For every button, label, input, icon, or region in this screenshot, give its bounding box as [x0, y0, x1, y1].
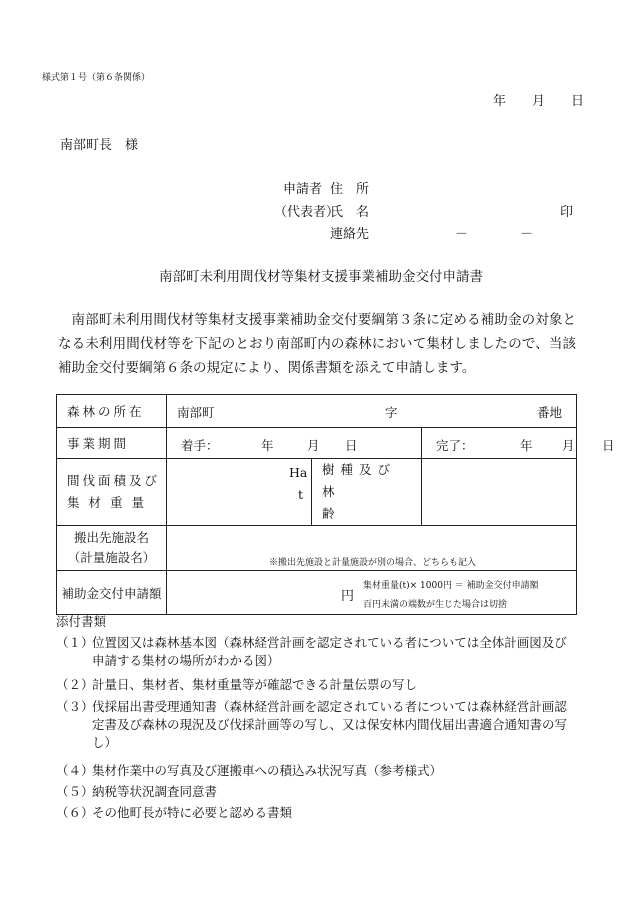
- forest-location-label: 森林の所在: [57, 395, 167, 428]
- contact-dash-1: －: [455, 227, 469, 242]
- forest-location-cell[interactable]: [167, 395, 577, 428]
- attachment-item-6: [56, 804, 576, 822]
- attachment-item-5: [56, 783, 576, 801]
- attachment-item-1: [56, 634, 576, 670]
- application-table: [56, 394, 615, 615]
- attachment-item-3: [56, 698, 576, 752]
- town-name: 南部町: [177, 405, 215, 420]
- seal-mark: 印: [560, 205, 574, 220]
- destination-label-line2: （計量施設名）: [67, 550, 156, 565]
- attachment-text: 集材作業中の写真及び運搬車への積込み状況写真（参考様式）: [92, 763, 443, 778]
- area-label-line2: 集材重量: [67, 495, 154, 510]
- unit-t: t: [298, 487, 304, 502]
- attachment-num: （２）: [56, 677, 94, 692]
- yen-label: 円: [341, 589, 355, 604]
- applicant-label: 申請者: [283, 182, 323, 197]
- species-label-line2: 林齢: [322, 484, 385, 521]
- area-label: [57, 459, 167, 526]
- row-destination: [57, 526, 577, 571]
- species-value-cell[interactable]: [422, 459, 577, 526]
- amount-formula: 集材重量(t)× 1000円 ＝ 補助金交付申請額: [363, 581, 539, 591]
- row-area: [57, 459, 577, 526]
- document-title: 南部町未利用間伐材等集材支援事業補助金交付申請書: [159, 269, 483, 285]
- row-forest-location: [57, 395, 577, 428]
- body-paragraph: 南部町未利用間伐材等集材支援事業補助金交付要綱第３条に定める補助金の対象となる未利用間伐材等を下記のとおり南部町内の森林において集材しましたので、当該補助金交付要綱第６条の規定により、関係書類を添えて申請します。: [58, 312, 576, 376]
- attachments-title: 添付書類: [56, 614, 107, 629]
- area-value-cell[interactable]: [167, 459, 312, 526]
- attachment-text: 計量日、集材者、集材重量等が確認できる計量伝票の写し: [92, 677, 418, 692]
- amount-rounding-note: 百円未満の端数が生じた場合は切捨: [363, 600, 508, 610]
- addressee: 南部町長 様: [60, 138, 139, 153]
- species-label-line1: 樹種及び: [322, 462, 397, 477]
- contact-dash-2: －: [520, 227, 534, 242]
- attachment-num: （１）: [56, 635, 94, 650]
- start-label: 着手：: [181, 438, 219, 453]
- attachment-item-2: [56, 676, 576, 694]
- end-month: 月: [562, 438, 575, 453]
- start-day: 日: [345, 438, 358, 453]
- attachment-num: （６）: [56, 805, 94, 820]
- form-number: 様式第１号（第６条関係）: [42, 73, 151, 83]
- amount-label: 補助金交付申請額: [57, 571, 167, 615]
- period-label: 事業期間: [57, 428, 167, 459]
- species-label: [312, 459, 422, 526]
- start-month: 月: [307, 438, 320, 453]
- row-amount: [57, 571, 577, 615]
- attachment-text: 納税等状況調査同意書: [92, 784, 218, 799]
- representative-label: （代表者）: [274, 205, 340, 220]
- attachment-text: その他町長が特に必要と認める書類: [92, 805, 293, 820]
- attachment-text: 位置図又は森林基本図（森林経営計画を認定されている者については全体計画図及び申請する集材の場所がわかる図）: [92, 635, 567, 668]
- area-label-line1: 間伐面積及び: [67, 473, 161, 488]
- destination-value-cell[interactable]: [167, 526, 577, 571]
- attachment-num: （４）: [56, 763, 94, 778]
- name-label: 氏 名: [330, 205, 370, 220]
- banchi-label: 番地: [537, 405, 563, 420]
- attachment-num: （３）: [56, 699, 94, 714]
- amount-value-cell[interactable]: [167, 571, 577, 615]
- start-year: 年: [261, 438, 274, 453]
- contact-label: 連絡先: [330, 227, 370, 242]
- aza-label: 字: [385, 405, 398, 420]
- attachment-item-4: [56, 762, 576, 780]
- destination-label-line1: 搬出先施設名: [73, 530, 149, 545]
- unit-ha: Ha: [289, 465, 308, 480]
- destination-note: ※搬出先施設と計量施設が別の場合、どちらも記入: [269, 558, 477, 568]
- attachment-num: （５）: [56, 784, 94, 799]
- period-end-cell[interactable]: [422, 428, 615, 459]
- end-day: 日: [602, 438, 615, 453]
- attachment-text: 伐採届出書受理通知書（森林経営計画を認定されている者については森林経営計画認定書及び森林の現況及び伐採計画等の写し、又は保安林内間伐届出書適合通知書の写し）: [92, 699, 568, 750]
- period-start-cell[interactable]: [167, 428, 422, 459]
- destination-label: [57, 526, 167, 571]
- end-label: 完了：: [436, 438, 474, 453]
- end-year: 年: [520, 438, 533, 453]
- row-period: [57, 428, 577, 459]
- date-line: 年 月 日: [493, 94, 585, 109]
- address-label: 住 所: [330, 182, 370, 197]
